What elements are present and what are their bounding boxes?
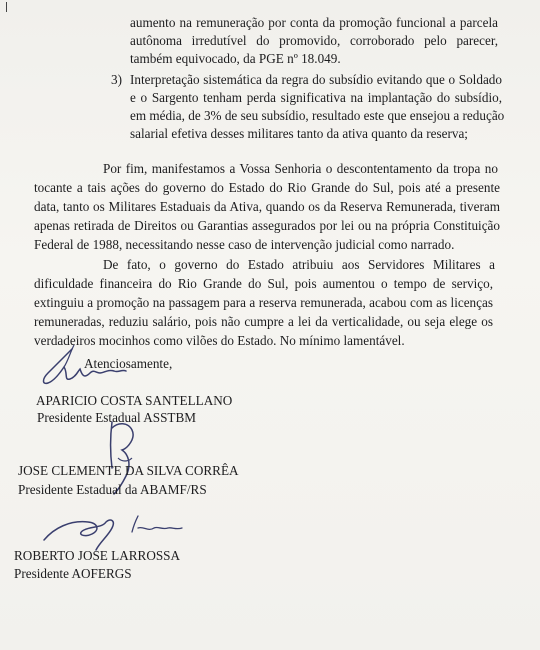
signatory-1-name: APARICIO COSTA SANTELLANO bbox=[36, 393, 233, 408]
signatory-2-title: Presidente Estadual da ABAMF/RS bbox=[18, 482, 207, 497]
item-3-line-1: Interpretação sistemática da regra do subsídio evitando que o Soldado bbox=[130, 72, 502, 87]
page-corner-mark bbox=[6, 2, 12, 12]
item-3-line-4: salarial efetiva desses militares tanto da ativa quanto da reserva; bbox=[130, 126, 468, 141]
paragraph-1-line-3: data, tanto os Militares Estaduais da Ativa, quando os da Reserva Remunerada, tiveram bbox=[34, 199, 500, 214]
item-continuation-line-3: também equivocado, da PGE nº 18.049. bbox=[130, 51, 341, 66]
signatory-2-name: JOSE CLEMENTE DA SILVA CORRÊA bbox=[18, 463, 239, 478]
paragraph-1-line-2: tocante a tais ações do governo do Estado do Rio Grande do Sul, pois até a presente bbox=[34, 180, 500, 195]
paragraph-1-line-5: Federal de 1988, necessitando nesse caso de intervenção judicial como narrado. bbox=[34, 237, 455, 252]
signatory-3-title: Presidente AOFERGS bbox=[14, 566, 132, 581]
paragraph-2-line-4: remuneradas, reduziu salário, pois não cumpre a lei da verticalidade, ou seja elege os bbox=[34, 314, 493, 329]
paragraph-2-line-5: verdadeiros mocinhos como vilões do Estado. No mínimo lamentável. bbox=[34, 333, 405, 348]
signatory-3-name: ROBERTO JOSE LARROSSA bbox=[14, 548, 181, 563]
item-3-line-2: e o Sargento tenham perda significativa na implantação do subsídio, bbox=[130, 90, 502, 105]
paragraph-2-line-3: extinguiu a promoção na passagem para a reserva remunerada, acabou com as licenças bbox=[34, 295, 493, 310]
signatory-1-title: Presidente Estadual ASSTBM bbox=[37, 410, 196, 425]
paragraph-2-line-2: dificuldade financeira do Rio Grande do Sul, pois aumentou o tempo de serviço, bbox=[34, 276, 493, 291]
paragraph-1-line-4: apenas retirada de Direitos ou Garantias assegurados por lei ou na própria Constituição bbox=[34, 218, 500, 233]
paragraph-2-line-1: De fato, o governo do Estado atribuiu aos Servidores Militares a bbox=[103, 257, 495, 272]
paragraph-1-line-1: Por fim, manifestamos a Vossa Senhoria o descontentamento da tropa no bbox=[103, 161, 498, 176]
closing-salutation: Atenciosamente, bbox=[84, 356, 173, 371]
item-continuation-line-1: aumento na remuneração por conta da promoção funcional a parcela bbox=[130, 15, 498, 30]
item-3-number: 3) bbox=[111, 72, 122, 87]
item-3-line-3: em média, de 3% de seu subsídio, resultado este que ensejou a redução bbox=[130, 108, 505, 123]
item-continuation-line-2: autônoma irredutível do promovido, corroborado pelo parecer, bbox=[130, 33, 498, 48]
